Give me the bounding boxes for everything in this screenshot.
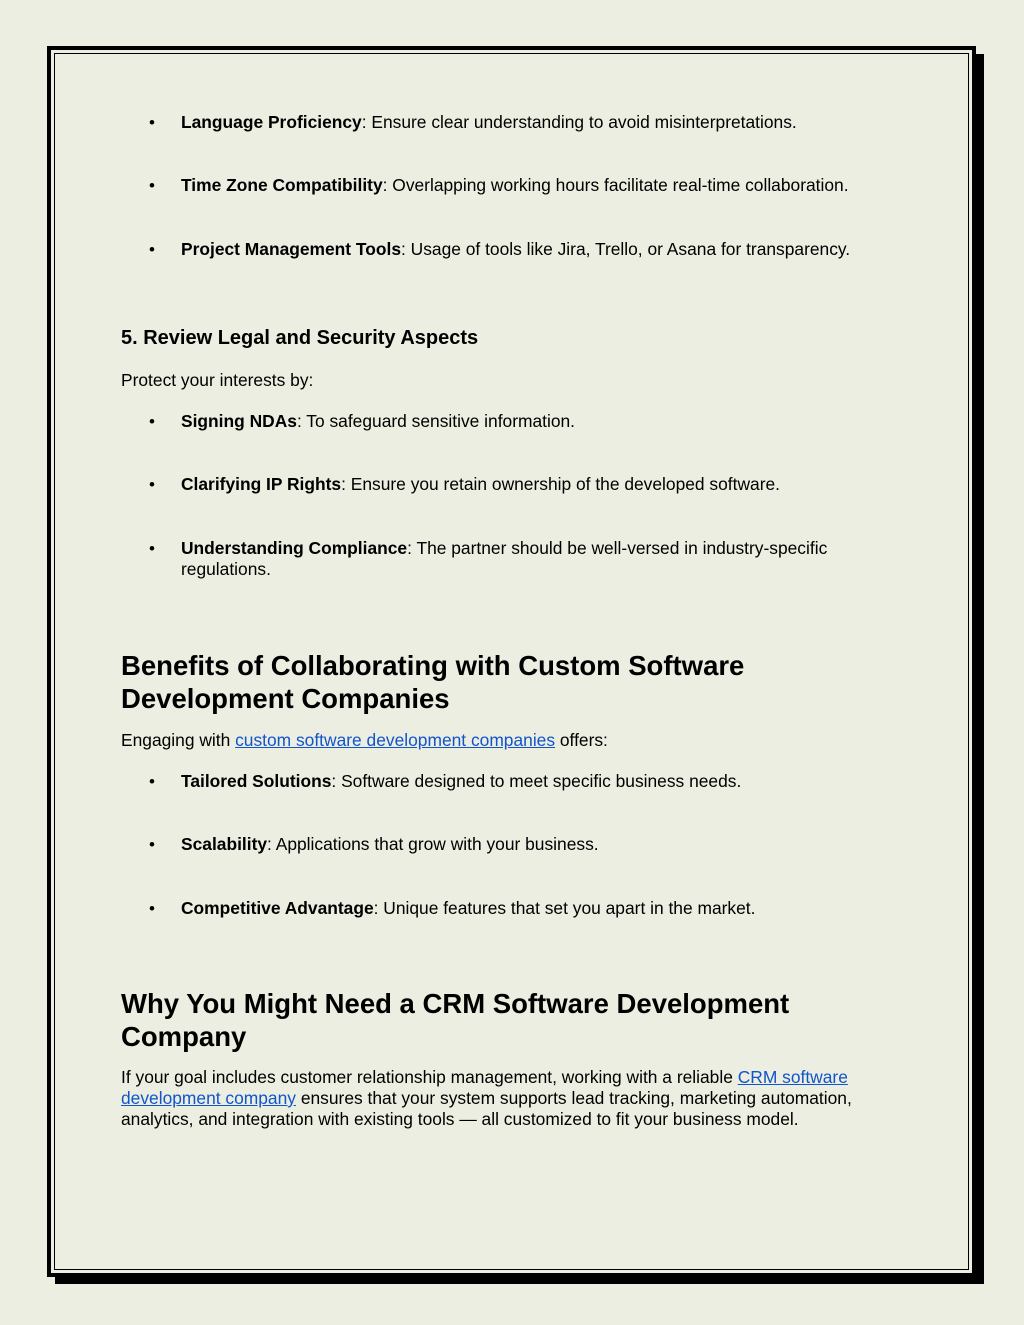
list-item: [121, 175, 901, 196]
legal-list: [121, 411, 901, 580]
item-term: Signing NDAs: [181, 411, 297, 431]
list-item: [121, 538, 901, 580]
item-term: Clarifying IP Rights: [181, 474, 342, 494]
item-term: Understanding Compliance: [181, 538, 408, 558]
item-desc: : To safeguard sensitive information.: [296, 411, 576, 431]
list-item: [121, 474, 901, 495]
list-item: [121, 112, 901, 133]
list-item: [121, 411, 901, 432]
item-desc: : Overlapping working hours facilitate real-time collaboration.: [382, 175, 849, 195]
list-item: [121, 771, 901, 792]
item-term: Time Zone Compatibility: [181, 175, 383, 195]
item-term: Tailored Solutions: [181, 771, 332, 791]
crm-paragraph: [121, 1067, 901, 1130]
item-term: Competitive Advantage: [181, 898, 374, 918]
item-desc: : The partner should be well-versed in industry-specific regulations.: [181, 538, 828, 579]
custom-software-link[interactable]: custom software development companies: [235, 730, 556, 750]
list-item: [121, 898, 901, 919]
intro-text: offers:: [555, 730, 608, 750]
item-term: Language Proficiency: [181, 112, 362, 132]
paragraph-text: If your goal includes customer relationship management, working with a reliable: [121, 1067, 738, 1087]
item-desc: : Unique features that set you apart in the market.: [373, 898, 756, 918]
crm-company-link[interactable]: CRM software development company: [121, 1067, 848, 1108]
section-heading: Why You Might Need a CRM Software Development Company: [121, 988, 790, 1052]
document-content: [121, 112, 901, 1130]
list-item: [121, 834, 901, 855]
item-desc: : Applications that grow with your business.: [267, 834, 599, 854]
item-desc: : Software designed to meet specific business needs.: [331, 771, 742, 791]
intro-text: Engaging with: [121, 730, 236, 750]
communication-list: [121, 112, 901, 260]
benefits-list: [121, 771, 901, 919]
section-heading: 5. Review Legal and Security Aspects: [121, 327, 479, 349]
item-desc: : Ensure clear understanding to avoid misinterpretations.: [361, 112, 797, 132]
list-item: [121, 239, 901, 260]
section-heading: Benefits of Collaborating with Custom Software Development Companies: [121, 650, 745, 714]
paragraph-text: ensures that your system supports lead tracking, marketing automation, analytics, and integration with existing tools — all customized to fit your business model.: [121, 1088, 852, 1129]
item-desc: : Ensure you retain ownership of the developed software.: [341, 474, 780, 494]
item-desc: : Usage of tools like Jira, Trello, or Asana for transparency.: [401, 239, 851, 259]
item-term: Project Management Tools: [181, 239, 401, 259]
item-term: Scalability: [181, 834, 268, 854]
section-intro: Protect your interests by:: [121, 370, 314, 390]
section-intro: [121, 730, 901, 751]
